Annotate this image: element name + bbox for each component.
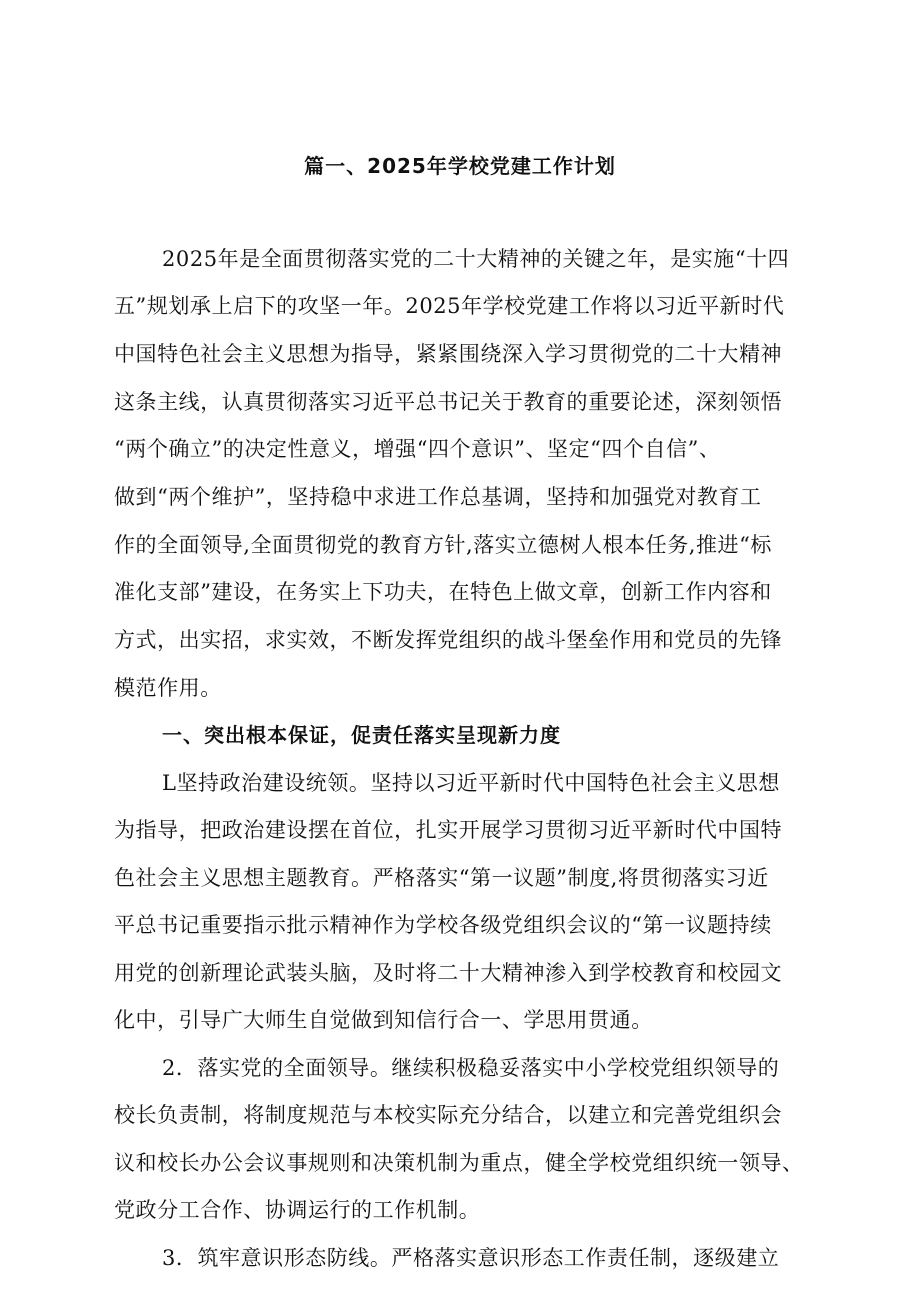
- intro-line: 做到“两个维护”，坚持稳中求进工作总基调，坚持和加强党对教育工: [114, 485, 762, 509]
- item1-line: 用党的创新理论武装头脑，及时将二十大精神渗入到学校教育和校园文: [114, 961, 783, 985]
- item1-line: 化中，引导广大师生自觉做到知信行合一、学思用贯通。: [114, 1008, 653, 1032]
- intro-line: 方式，出实招，求实效，不断发挥党组织的战斗堡垒作用和党员的先锋: [114, 628, 783, 652]
- item2-line: 党政分工合作、协调运行的工作机制。: [114, 1198, 481, 1222]
- document-title: 篇一、2025年学校党建工作计划: [304, 154, 616, 178]
- intro-line: 2025年是全面贯彻落实党的二十大精神的关键之年，是实施“十四: [162, 247, 790, 271]
- intro-line: 这条主线，认真贯彻落实习近平总书记关于教育的重要论述，深刻领悟: [114, 390, 783, 414]
- intro-line: 五”规划承上启下的攻坚一年。2025年学校党建工作将以习近平新时代: [114, 294, 785, 318]
- intro-line: 模范作用。: [114, 676, 222, 700]
- item2-line: 2．落实党的全面领导。继续积极稳妥落实中小学校党组织领导的: [162, 1056, 780, 1080]
- item1-line: 色社会主义思想主题教育。严格落实“第一议题”制度,将贯彻落实习近: [114, 866, 769, 890]
- intro-line: “两个确立”的决定性意义，增强“四个意识”、坚定“四个自信”、: [114, 437, 721, 461]
- item2-line: 校长负责制，将制度规范与本校实际充分结合，以建立和完善党组织会: [114, 1103, 783, 1127]
- section-heading: 一、突出根本保证，促责任落实呈现新力度: [162, 723, 561, 747]
- item2-line: 议和校长办公会议事规则和决策机制为重点，健全学校党组织统一领导、: [114, 1151, 804, 1175]
- intro-line: 准化支部”建设，在务实上下功夫，在特色上做文章，创新工作内容和: [114, 580, 772, 604]
- intro-line: 中国特色社会主义思想为指导，紧紧围绕深入学习贯彻党的二十大精神: [114, 342, 783, 366]
- intro-line: 作的全面领导,全面贯彻党的教育方针,落实立德树人根本任务,推进“标: [114, 533, 772, 557]
- item3-line: 3．筑牢意识形态防线。严格落实意识形态工作责任制，逐级建立: [162, 1246, 780, 1270]
- item1-line: L坚持政治建设统领。坚持以习近平新时代中国特色社会主义思想: [162, 771, 780, 795]
- item1-line: 为指导，把政治建设摆在首位，扎实开展学习贯彻习近平新时代中国特: [114, 818, 783, 842]
- item1-line: 平总书记重要指示批示精神作为学校各级党组织会议的“第一议题持续: [114, 913, 772, 937]
